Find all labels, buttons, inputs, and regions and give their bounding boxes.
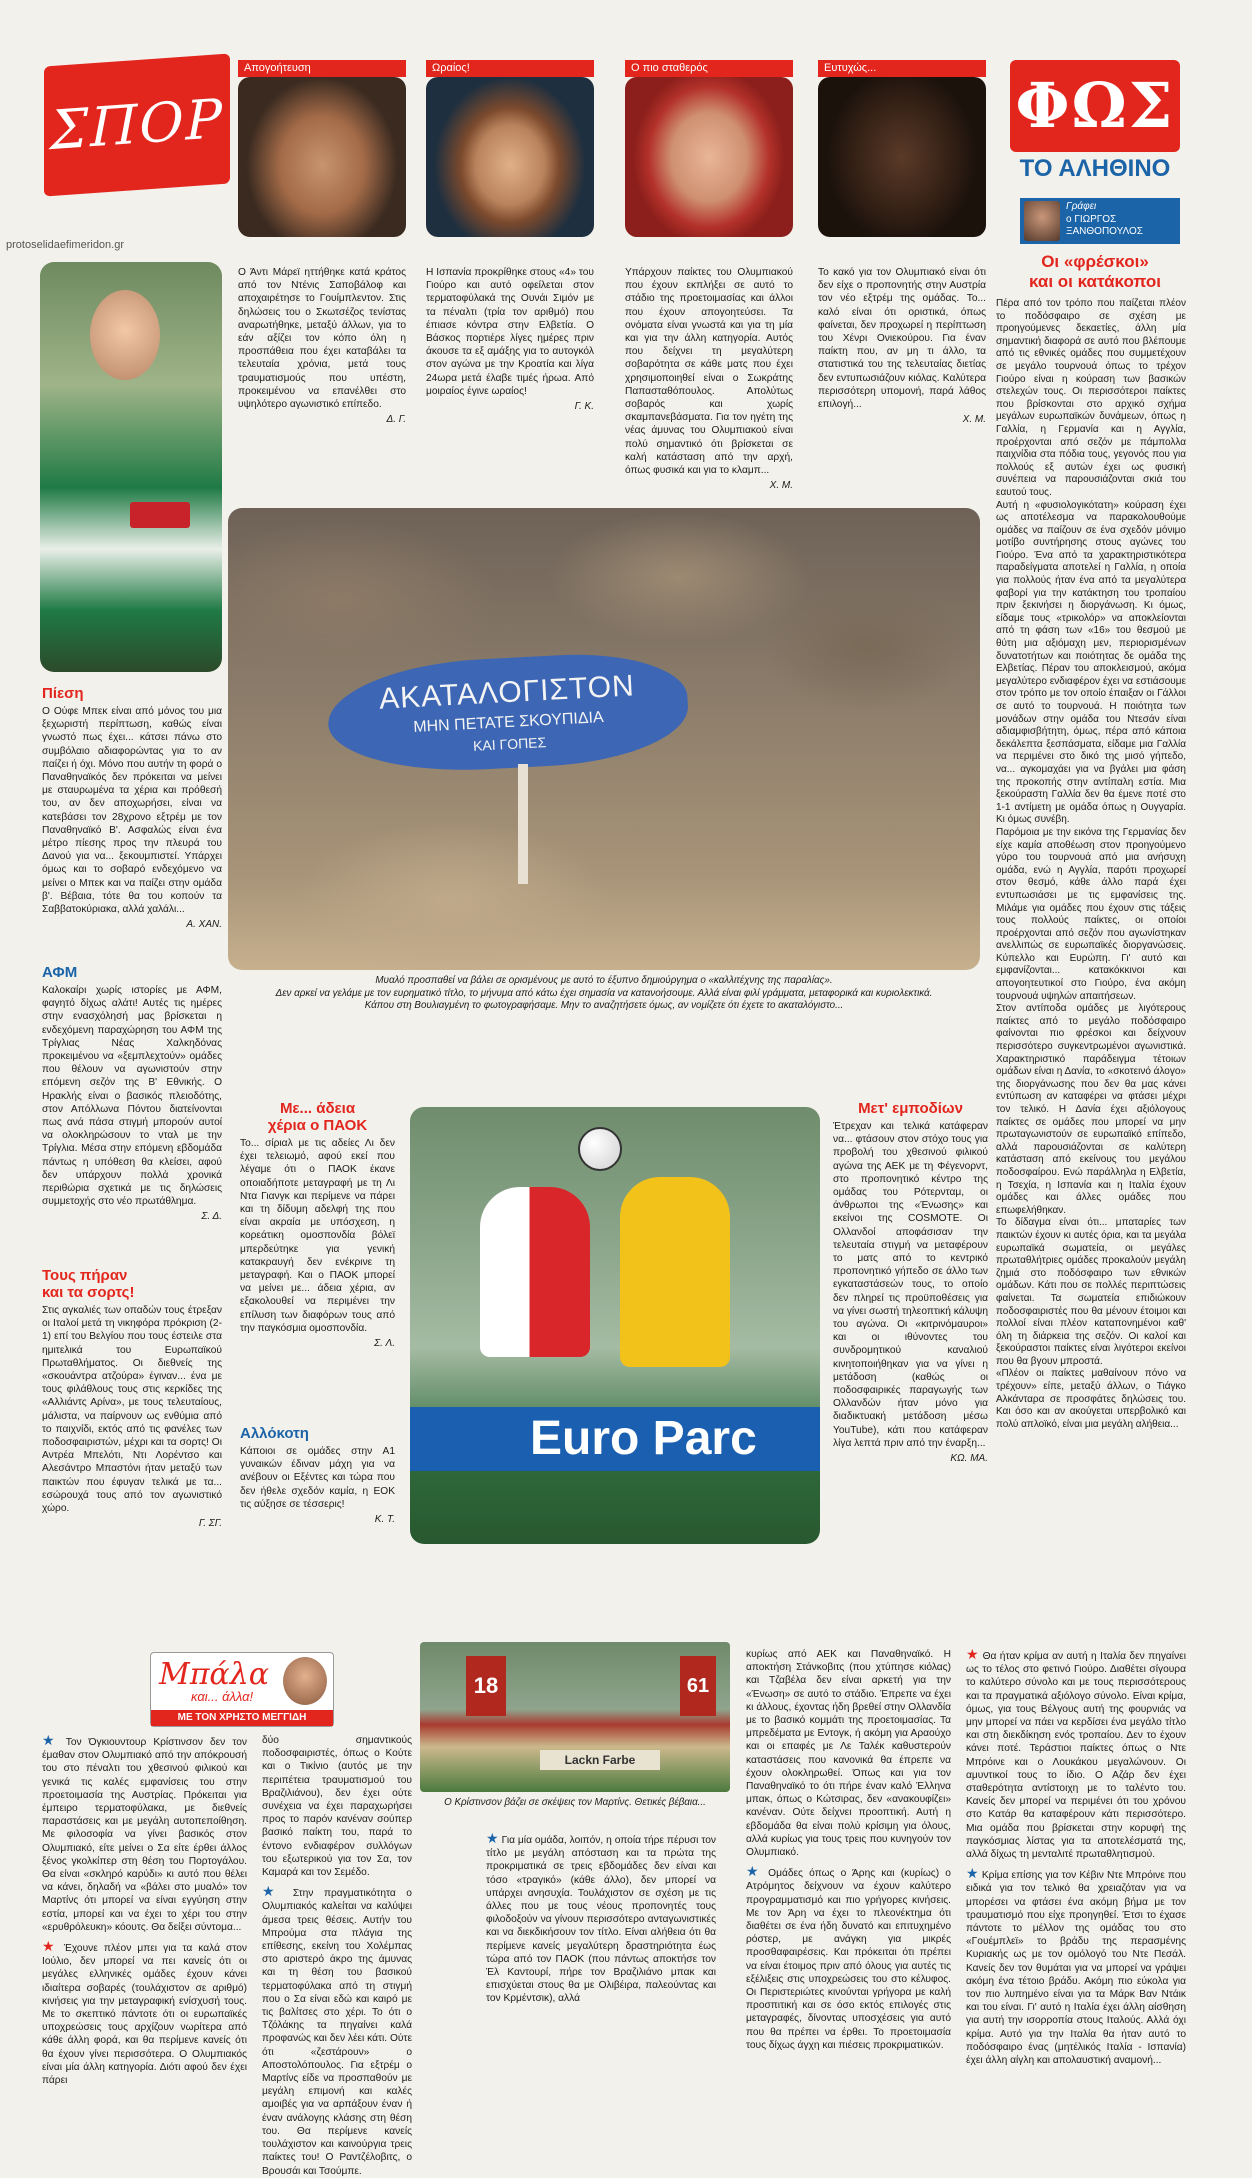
portrait-card-onyekuru: [818, 60, 986, 260]
ball-icon: [578, 1127, 622, 1171]
mpala-paragraph: [42, 1734, 247, 1934]
match-photo-aek-feyenoord: [410, 1107, 820, 1544]
penalty-photo-caption: Ο Κρίστινσον βάζει σε σκέψεις τον Μαρτίνς. Θετικές βέβαια...: [444, 1797, 706, 1808]
fos-headline: [1000, 252, 1190, 292]
section-title-line2: χέρια ο ΠΑΟΚ: [267, 1117, 368, 1134]
mpala-paragraph: [42, 1940, 247, 2087]
author-avatar: [283, 1657, 327, 1705]
column-onyekuru: [818, 266, 986, 425]
sign-post: [518, 764, 528, 884]
column-murray: [238, 266, 406, 425]
portrait-photo-papastathopoulos: [625, 77, 793, 237]
portrait-tag: Ευτυχώς...: [818, 60, 986, 77]
star-icon: ★: [486, 1830, 499, 1846]
player-jersey-1: 18: [466, 1656, 506, 1716]
mpala-paragraph: κυρίως από ΑΕΚ και Παναθηναϊκό. Η αποκτήση Στάνκοβιτς (που χτύπησε κιόλας) και Τζαβέλα δεν είναι αρκετή για την «Ένωση» σε αυτό το στάδιο. Έπρεπε να έχει κι άλλους, έχοντας ήδη βρεθεί στην Ολλανδία με το βασικό κομμάτι της προετοιμασίας. Τα μπρεδέματα με Εντογκ, ή ακόμη για Αραούχο και οι επαφές με Λε Ταλέκ καθυστερούν καταστάσεις που κανονικά θα έπρεπε να έχουν ολοκληρωθεί. Όπως και για τον Παναθηναϊκό το ότι πήρε έναν καλό Έλληνα μπακ, όπως ο Κώτσιρας, δεν «ανακουφίζει» κανέναν. Ούτε δείχνει προοπτική. Αυτή η εβδομάδα θα είναι πολύ κρίσιμη για όλους, αλλά κυρίως για τους τρεις που κυνηγούν τον Ολυμπιακό.: [746, 1649, 951, 1859]
section-signature: Γ. ΣΓ.: [198, 1518, 222, 1530]
fos-logo-box: [1010, 60, 1180, 152]
player-photo-beck: [40, 262, 222, 672]
penalty-photo: [420, 1642, 730, 1792]
mpala-paragraph: δύο σημαντικούς ποδοσφαιριστές, όπως ο Κούτε και ο Τικίνιο (αυτός με την περιπέτεια τραυματισμού του Βραζιλιάνου), δεν έχει ούτε συνέχεια να έχει παραχωρήσει προς το παρόν κανέναν σούπερ βασικό παίκτη του, παρά το έντονο ενδιαφέρον συλλόγων του εξωτερικού για τον Σα, τον Καμαρά και τον Σεμέδο.: [262, 1735, 412, 1879]
caption-line-3: Κάπου στη Βουλιαγμένη το φωτογραφήσαμε. Μην το αναζητήσετε όμως, αν νομίζετε ότι έχετε το ακαταλόγιστο...: [364, 1000, 844, 1011]
mpala-paragraph: [966, 1648, 1186, 1861]
portrait-tag: Ωραίος!: [426, 60, 594, 77]
paragraph-text: Ομάδες όπως ο Άρης και (κυρίως) ο Ατρόμητος δείχνουν να έχουν καλύτερο προγραμματισμό και πιο γρήγορες κινήσεις. Με τον Άρη να έχει το πλεονέκτημα ότι διαθέτει σε ένα ήδη δυνατό και επιτυχημένο ρόστερ, με ανάγκη για μικρές προσθαφαιρέσεις. Και πρόκειται ότι πρέπει να είναι έτοιμος πριν από όλους για αυτές τις εξέλιξεις στις υποχρεώσεις του στο κέλυφος. Οι Περιστεριώτες κινούνται γρήγορα με καλή προσπιτική και σε όσο εκτός επιλογές στις μεταγραφές, δίνοντας υποσχέσεις για αυτό που θα πρέπει να έρθει. Το προετοιμασία τους δίχως άγχη και πιέσεις προκριματικών.: [746, 1868, 951, 2051]
section-signature: Α. ΧΑΝ.: [186, 919, 222, 931]
star-icon: ★: [262, 1883, 283, 1900]
sign-line-1: ΑΚΑΤΑΛΟΓΙΣΤΟΝ: [378, 669, 636, 716]
paragraph-text: Στην πραγματικότητα ο Ολυμπιακός καλείται να καλύψει άμεσα τρεις θέσεις. Αυτήν του Μπρούμα στα πλάγια της επίθεσης, εκείνη του Χολέμπας στο αριστερό άκρο της άμυνας και τη θέση του βασικού τερματοφύλακα από τη στιγμή που ο Σα είναι εδώ και καιρό με τις βαλίτσες στο χέρι. Το ότι ο Τζόλάκης τα πηγαίνει καλά προφανώς και δεν λέει κάτι. Ούτε ότι «ζεστάρουν» ο Αποστολόπουλος. Για εξτρέμ ο Μαρτίνς είδε να προσπαθούν με μεγάλη επιμονή και καλές αμοιβές για να αρπάξουν έναν ή έναν ανάλογης κλάσης στη θέση του. Θα περίμενε κανείς τουλάχιστον και καινούργια τρεις παίκτες του! Ο Ραντζέλοβιτς, ο Βρουσάι και Τσούμπε.: [262, 1888, 413, 2177]
portrait-photo-onyekuru: [818, 77, 986, 237]
pitch-ad-banner: Lackn Farbe: [540, 1750, 660, 1770]
section-text: Ο Ούφε Μπεκ είναι από μόνος του μια ξεχωριστή περίπτωση, καθώς είναι γνωστό πως έχει... κάτσει πάνω στο συμβόλαιο αδιαφορώντας για το αν παίζει ή όχι. Μόνο που αυτήν τη φορά ο Παναθηναϊκός δεν πρόκειται να μείνει με σταυρωμένα τα χέρια και πρόθεσή του, αν δεν αποχωρήσει, είναι να κατεβάσει τον 28χρονο εξτρέμ με τον Παναθηναϊκό Β'. Ασφαλώς είναι ένα μέτρο πίεσης προς την πλευρά του Δανού για να... ξεκουμπιστεί. Υπάρχει όμως και το σοβαρό ενδεχόμενο να μείνει ο Μπεκ και να παίζει στην ομάδα β'. Βέβαια, τότε θα του κοπούν τα Σαββατοκύριακα, αλλά χαλάλι...: [42, 706, 222, 916]
sponsor-patch: [130, 502, 190, 528]
mpala-title: Μπάλα: [159, 1657, 269, 1692]
column-signature: Γ. Κ.: [574, 401, 594, 413]
portrait-photo-simon: [426, 77, 594, 237]
mpala-paragraph: [486, 1832, 716, 2006]
column-signature: Δ. Γ.: [386, 414, 406, 426]
mpala-header: [150, 1652, 334, 1727]
portrait-card-papastathopoulos: [625, 60, 793, 260]
column-signature: Χ. Μ.: [769, 480, 793, 492]
section-title: Αλλόκοτη: [240, 1425, 309, 1442]
section-text: Έτρεχαν και τελικά κατάφεραν να... φτάσουν στον στόχο τους για προβολή του χθεσινού φιλικού αγώνα της ΑΕΚ με τη Φέγενορντ, στο προπονητικό κέντρο της ομάδας του Ρότερνταμ, οι άνθρωποι της «Ένωσης» και εκείνοι της COSMOTE. Οι Ολλανδοί αποφάσισαν την τελευταία στιγμή να μεταφέρουν το ματς από το κεντρικό προπονητικό γήπεδο σε άλλο των εγκαταστάσεών τους, το οποίο δεν πληρεί τις προϋποθέσεις για να γίνει σωστή τηλεοπτική κάλυψη του αγώνα. Οι «κιτρινόμαυροι» και οι ιθύνοντες του συνδρομητικού καναλιού κινητοποιήθηκαν για να γίνει η μετάδοση (καθώς οι ποδοσφαιρικές παραγωγής των Ολλανδών ήταν μόνο για διαδικτυακή μετάδοση μέσω YouTube), κάτι που κατάφεραν λίγα λεπτά πριν από την έναρξη...: [833, 1121, 988, 1449]
byline-label: Γράφει: [1066, 201, 1097, 212]
mpala-column-3: [486, 1832, 716, 2006]
fos-byline: [1020, 198, 1180, 244]
section-signature: Σ. Δ.: [201, 1211, 222, 1223]
paragraph-text: Τον Όγκιουντουρ Κρίστινσον δεν τον έμαθαν στον Ολυμπιακό από την απόκρουσή του στο πέναλτι του χθεσινού φιλικού και γενικά τις καλές εμφανίσεις του στην προετοιμασία της Αυστρίας. Πρόκειται για έμπειρο τερματοφύλακα, με διεθνείς παραστάσεις και με μεγάλη αυτοπεποίθηση. Με φιλοσοφία να γίνει βασικός στον Ολυμπιακό, είτε μείνει ο Σα είτε έρθει άλλος ξένος γκολκίπερ στη θέση του Πορτογάλου. Θα είναι «σκληρό καρύδι» κι αυτό που θέλει να κάνει, δηλαδή να «βάλει στο μυαλό» τον Μαρτίνς ότι μπορεί να είναι εγγύηση στην εστία, μπορεί και να έχει το χέρι του στην «ερυθρόλευκη» κόουτς. Θα δείξει σύντομα...: [42, 1737, 247, 1933]
section-signature: ΚΩ. ΜΑ.: [950, 1453, 988, 1465]
section-title: ΑΦΜ: [42, 964, 78, 981]
column-papastathopoulos: [625, 266, 793, 491]
column-text: Ο Άντι Μάρεϊ ηττήθηκε κατά κράτος από τον Ντένις Σαποβάλοφ και αποχαιρέτησε το Γουίμπλεντον. Στις δηλώσεις του ο Σκωτσέζος τενίστας αναρωτήθηκε, μεταξύ άλλων, για το εάν αξίζει τον κόπο όλη η προσπάθεια που έχει καταβάλει τα τελευταία χρόνια, μετά τους τραυματισμούς που υπέστη, προκειμένου να επανέλθει στο υψηλότερο αγωνιστικό επίπεδο.: [238, 267, 406, 411]
portrait-tag: Ο πιο σταθερός: [625, 60, 793, 77]
site-watermark: protoselidaefimeridon.gr: [6, 239, 125, 251]
section-title: Μετ' εμποδίων: [858, 1100, 963, 1117]
section-title-line1: Με... άδεια: [279, 1100, 356, 1117]
section-met-empodion: [833, 1100, 988, 1464]
byline-name: ο ΓΙΩΡΓΟΣ ΞΑΝΘΟΠΟΥΛΟΣ: [1066, 214, 1143, 237]
column-text: Το κακό για τον Ολυμπιακό είναι ότι δεν είχε ο προπονητής στην Αυστρία τον νέο εξτρέμ της ομάδας. Το... καλό είναι ότι οριστικά, όπως φαίνεται, δεν προχωρεί η περίπτωση του Χένρι Ονιεκούρου. Για έναν παίκτη που, αν μη τι άλλο, τα στατιστικά του της τελευταίας διετίας δεν εντυπωσιάζουν κιόλας. Καλύτερα περισσότερη υπομονή, παρά λάθος επιλογή...: [818, 267, 986, 411]
author-avatar: [1024, 201, 1060, 241]
caption-line-2: Δεν αρκεί να γελάμε με τον ευρηματικό τίτλο, το μήνυμα από κάτω έχει σημασία να κατανοήσουμε. Αλλά είναι φιλί γράμματα, μεταφορικά και κυριολεκτικά.: [275, 987, 933, 999]
column-signature: Χ. Μ.: [962, 414, 986, 426]
paragraph-text: Θα ήταν κρίμα αν αυτή η Ιταλία δεν πηγαίνει ως το τέλος στο φετινό Γιούρο. Διαθέτει σίγουρα το καλύτερο σύνολο και με τους περισσότερους και τα πραγματικά αξιόλογο σύνολο. Είναι κρίμα, όμως, για τους Βέλγους αυτή της φουρνιάς να μην μπορεί να πάει να κερδίσει ένα μεγάλο τίτλο και στη διεκδίκηση ενός τροπαίου. Δεν το έχουν κάνει ποτέ. Τεράστιοι παίκτες όπως ο Ντε Μπρόινε και ο Λουκάκου μεγαλώνουν. Οι αμυντικοί τους το ίδιο. Ο Αζάρ δεν έχει σταθερότητα αντίστοιχη με το ταλέντο του. Κανείς δεν μπορεί να περιμένει ότι του χρόνου στο Κατάρ θα καταφέρουν κάτι περισσότερο. Μια ομάδα που βρίσκεται στην κορυφή της παγκόσμιας λίστας για τα αποτελέσματά της, αλλά δίχως τη μενταλιτέ πρωταθλητισμού.: [966, 1651, 1186, 1861]
sports-logo: [44, 53, 230, 196]
mpala-author: ΜΕ ΤΟΝ ΧΡΗΣΤΟ ΜΕΓΓΙΔΗ: [151, 1710, 333, 1726]
mpala-title-sub: και... άλλα!: [191, 1689, 254, 1704]
portrait-card-murray: [238, 60, 406, 260]
mpala-paragraph: [966, 1867, 1186, 2067]
player-head: [90, 290, 160, 380]
column-simon: [426, 266, 594, 412]
mpala-column-5: [966, 1648, 1186, 2110]
section-title: Πίεση: [42, 685, 84, 702]
section-signature: Σ. Λ.: [374, 1338, 395, 1350]
star-icon: ★: [746, 1863, 762, 1880]
section-title-line2: και τα σορτς!: [42, 1284, 135, 1301]
section-signature: Κ. Τ.: [374, 1514, 395, 1526]
caption-line-1: Μυαλό προσπαθεί να βάλει σε ορισμένους με αυτό το έξυπνο δημιούργημα ο «καλλιτέχνης της παραλίας».: [375, 975, 833, 986]
star-icon: ★: [966, 1646, 980, 1662]
paragraph-text: Κρίμα επίσης για τον Κέβιν Ντε Μπρόινε που ειδικά για τον τελικό θα χρειαζόταν για να μπορέσει να φτάσει ένα ακόμη βήμα με τον τραυματισμό που είχε προηγηθεί. Έτσι το έχασε πάντοτε το μέλλον της ομάδας του στο «Γουέμπλεϊ» το βράδυ της περασμένης Κυριακής ως με τον ομόλογό του Ντε Πεσάλ. Κανείς δεν τον θυμάται για να μπορεί να γράψει ακόμη ένα τέτοιο βράδυ. Ακόμη πιο εύκολα για τον πιο λυπημένο είναι για τα Μάρκ Βαν Ντάικ και του είναι. Γι' αυτό η Ιταλία έχει άλλη αίσθηση για αυτή την ισορροπία στους Ιταλούς. Αλλά όχι κρίμα. Αυτό για την Ιταλία θα ήταν αυτό το ποδόσφαιρο ένας (μητέλικός Ιταλία - Ισπανία) έχει άλλη αίγλη και απολαυστική αναμονή...: [966, 1870, 1186, 2067]
ad-banner: [410, 1407, 820, 1471]
column-text: Η Ισπανία προκρίθηκε στους «4» του Γιούρο και αυτό οφείλεται στον τερματοφύλακά της Ουνάι Σιμόν με τα πέναλτι (τρία τον αριθμό) που έπιασε κόντρα στην Ελβετία. Ο Βάσκος πορτιέρε λίγες ημέρες πριν άκουσε τα εξ αμάξης για το αυτογκόλ στον αγώνα με την Κροατία και λίγα 24ωρα μετά έλαβε τιμές ήρωα. Από μοιραίος έγινε ωραίος!: [426, 267, 594, 397]
star-icon: ★: [42, 1732, 59, 1748]
section-text: Καλοκαίρι χωρίς ιστορίες με ΑΦΜ, φαγητό δίχως αλάτι! Αυτές τις ημέρες στην ενασχόλησή μας βρίσκεται η ενδεχόμενη παραχώρηση του ΑΦΜ της Τρίγλιας Νέας Χαλκηδόνας προκειμένου να «ξεμπλεχτούν» ομάδες που θέλουν να αγωνιστούν στην επόμενη σεζόν της Β' Εθνικής. Ο Ηρακλής είναι ο βασικός πλειοδότης, στον Απόλλωνα Πόντου διατείνονται πως ανά πάσα στιγμή μπορούν αυτοί να ολοκληρώσουν το νταλ με την Τρίγλια. Μέσα στην επόμενη εβδομάδα πάντως η υπόθεση θα κλείσει, αφού δεν υπάρχουν πολλά χρονικά περιθώρια σχετικά με τις δηλώσεις συμμετοχής στο νέο πρωτάθλημα.: [42, 985, 222, 1208]
fos-body: Πέρα από τον τρόπο που παίζεται πλέον το ποδόσφαιρο σε σχέση με προηγούμενες δεκαετίες, άλλη μία σημαντική διαφορά σε αυτό που βλέπουμε από τις εθνικές ομάδες που συμμετέχουν σε μεγάλο τουρνουά όπως το τρέχον Γιούρο είναι η κούραση των βασικών στελεχών τους. Οι περισσότεροι παίκτες που βρίσκονται στο αρχικό σχήμα μεγάλων ευρωπαϊκών δυνάμεων, όπως η Γαλλία, η Γερμανία και η Αγγλία, προέρχονται από σεζόν με πάμπολλα παιχνίδια στα πόδια τους, γεγονός που για πολλούς εξ αυτών έχει ως φυσική συνέπεια να παρουσιάζονται σκιά του εαυτού τους. Αυτή η «φυσιολογικότατη» κούραση έχει ως αποτέλεσμα να παρακολουθούμε ομάδες να παίζουν σε ένα σχεδόν μόνιμο μοτίβο συντήρησης στους αγώνες του Γιούρο. Ένα από τα χαρακτηριστικότερα παραδείγματα αποτελεί η Γαλλία, η οποία για πολλούς ήταν ένα από τα μεγαλύτερα φαβορί για την κατάκτηση του τροπαίου πριν ξεκινήσει η διοργάνωση. Κι όμως, είδαμε τους «τρικολόρ» να αποκλείονται από τη φάση των «16» του θεσμού με θύτη μια αξιόμαχη μεν, περιορισμένων δυνατοτήτων και ποιότητας δε ομάδα της Ελβετίας. Πέραν του αποκλεισμού, ακόμα μεγαλύτερο ενδιαφέρον έχει να εστιάσουμε στον τρόπο με τον οποίο έπαιξαν οι Γάλλοι σε αυτό το τουρνουά. Η ποιότητα των μονάδων στην ομάδα του Ντεσάν είναι αδιαμφισβήτητη, όμως, πέρα από κάποια δεκάλεπτα ξεσπάσματα, είδαμε μια Γαλλία να περιμένει στο δικό της μισό γήπεδο, να... αγκομαχάει για να βγάλει μια φάση της προκοπής στην αντίπαλη εστία. Μια ξεκούραστη Γαλλία δεν θα έμενε ποτέ στο 1-1 αντίμετη με ομάδα όπως η Ουγγαρία. Κι όμως συνέβη. Παρόμοια με την εικόνα της Γερμανίας δεν είχε καμία αποθέωση στον προηγούμενο γύρο του τουρνουά από μια ανήσυχη ομάδα, ενώ η Αγγλία, παρότι προχωρεί στον θεσμό, κάθε άλλο παρά έχει εντυπωσιάσει με τις εμφανίσεις της. Μιλάμε για ομάδες που έχουν στις τάξεις τους πολλούς παίκτες, οι οποίοι προέρχονται από σεζόν που αγωνίστηκαν ανελλιπώς σε ευρωπαϊκές διοργανώσεις. Κύπελλο και Ευρώπη. Γι' αυτό και εμφανίζονται... κατακόκκινοι και απογοητευτικοί στο Γιούρο, ένα ακόμη τουρνουά υψηλών απαιτήσεων. Στον αντίποδα ομάδες με λιγότερους παίκτες από το μεγάλο ποδόσφαιρο φαίνονται πιο φρέσκοι και δείχνουν περισσότερο συγκεντρωμένοι αγωνιστικά. Χαρακτηριστικό παράδειγμα τέτοιων ομάδων είναι η Δανία, το «σκοτεινό άλογο» της διοργάνωσης που δεν θα μας κάνει εντύπωση αν καταφέρει να φτάσει μέχρι τον τελικό. Η Δανία έχει αξιόλογους παίκτες σε ομάδες που μπορεί να μην πρωταγωνιστούν σε ευρωπαϊκό επίπεδο, αλλά παρουσιάζονται σε καλύτερη κατάσταση από εκείνους του μεγάλου ποδοσφαίρου. Ενώ παράλληλα η Ελβετία, η Τσεχία, η Ισπανία και η Ιταλία έχουν ομάδες και άλλες ομάδες που επωφελήθηκαν. Το δίδαγμα είναι ότι... μπαταρίες των παικτών έχουν κι αυτές όρια, και τα μεγάλα ευρωπαϊκά σωματεία, οι μεγάλες πρωταθλήτριες ομάδες προκαλούν μεγάλη ζημιά στο ποδόσφαιρο των εθνικών ομάδων. Κάτι που σε πολλές περιπτώσεις φαίνεται. Τα σωματεία επιδιώκουν ποδοσφαιριστές που θα μένουν έτοιμοι και πολλοί είναι πλέον καταπονημένοι καθ' όλη τη διάρκεια της σεζόν. Οι καλοί και ξεκούραστοι παίκτες είναι λιγότεροι εκείνοι που θα βγουν μπροστά. «Πλέον οι παίκτες μαθαίνουν πόνο να τρέχουν» είπε, μεταξύ άλλων, ο Τιάγκο Αλκάνταρα σε προσφάτες δηλώσεις του. Και όσο και αν ακούγεται υπερβολικό και πολύ απλοϊκό, είναι μια μεγάλη αλήθεια...: [996, 298, 1186, 1430]
mpala-column-4: [746, 1648, 951, 2052]
section-pies: [42, 685, 222, 930]
portrait-tag: Απογοήτευση: [238, 60, 406, 77]
portrait-card-simon: [426, 60, 594, 260]
section-title-line1: Τους πήραν: [42, 1267, 128, 1284]
paragraph-text: Έχουνε πλέον μπει για τα καλά στον Ιούλιο, δεν μπορεί να πει κανείς ότι οι μεγάλες ελληνικές ομάδες έχουν κάνει ιδιαίτερα σοβαρές (τουλάχιστον σε αριθμό) κινήσεις για την μεταγραφική ενίσχυσή τους. Με το σκεπτικό πάντοτε ότι οι ευρωπαϊκές υποχρεώσεις τους αρχίζουν νωρίτερα από κάθε άλλη φορά, και θα περίμενε κανείς ότι θα έχουν γίνει περισσότερα. Ο Ολυμπιακός είναι μία άλλη κατηγορία. Διότι αφού δεν έχει πάρει: [42, 1943, 247, 2087]
section-afm: [42, 964, 222, 1222]
sports-logo-text: ΣΠΟΡ: [50, 86, 224, 163]
fos-headline-line1: Οι «φρέσκοι»: [1041, 252, 1149, 271]
section-text: Στις αγκαλιές των οπαδών τους έτρεξαν οι Ιταλοί μετά τη νικηφόρα πρόκριση (2-1) επί του Βελγίου που τους έστειλε στα ημιτελικά του Ευρωπαϊκού Πρωταθλήματος. Οι διεθνείς της «σκουάντρα ατζούρα» έγιναν... ένα με τους φιλάθλους τους στις κερκίδες της «Αλλιάντς Αρίνα», με τους τελευταίους, μάλιστα, να παίρνουν ως ενθύμια από το παιχνίδι, εκτός από τις φανέλες των ποδοσφαιριστών, μέχρι και τα σορτς! Οι Αντρέα Μπελότι, Ντι Λορέντσο και Αλεσάντρο Μπαστόνι ήταν μεταξύ των παικτών που έφυγαν τελικά με τα... εσώρουχά τους από τον αγωνιστικό χώρο.: [42, 1305, 222, 1515]
fos-logo: ΦΩΣ: [1015, 69, 1175, 142]
player-yellow: [620, 1177, 730, 1367]
column-text: Υπάρχουν παίκτες του Ολυμπιακού που έχουν εκπλήξει σε αυτό το στάδιο της προετοιμασίας και άλλοι που έχουν απογοητεύσει. Τα ονόματα είναι γνωστά και για τη μία και για την άλλη κατηγορία. Αυτός που δείχνει τη μεγαλύτερη σοβαρότητα σε κάθε ματς που έχει χρησιμοποιηθεί είναι ο Σωκράτης Παπασταθόπουλος. Απολύτως σοβαρός και χωρίς σκαμπανεβάσματα. Για τον ηγέτη της νέας άμυνας του Ολυμπιακού είναι πολύ σημαντικό ότι βρίσκεται σε καλή κατάσταση από την αρχή, όπως φυσικά και για το κλαμπ...: [625, 267, 793, 477]
sign-board: [325, 649, 690, 778]
star-icon: ★: [42, 1938, 58, 1955]
mpala-column-2: [262, 1734, 412, 2178]
fos-headline-line2: και οι κατάκοποι: [1028, 272, 1162, 291]
player-jersey-2: 61: [680, 1656, 716, 1716]
mpala-column-1: [42, 1734, 247, 2087]
fos-subtitle: ΤΟ ΑΛΗΘΙΝΟ: [1019, 155, 1171, 182]
section-text: Το... σίριαλ με τις αδείες Λι δεν έχει τελειωμό, αφού εκεί που λέγαμε ότι ο ΠΑΟΚ έκανε οποιαδήποτε μεταγραφή με τη Λι Ντα Γιανγκ και περίμενε να πάρει και τη δίδυμη αδελφή της που είναι ακραία με υπόσχεση, η κορεάτικη ομοσπονδία βόλεϊ μπερδεύτηκε για γενική κατακραυγή δεν ενέκρινε τη μεταγραφή. Και ο ΠΑΟΚ μπορεί να μείνει με... άδεια χέρια, αν εξακολουθεί να περιμένει την επίλυση των διαφόρων τους από την παγκόσμια ομοσπονδία.: [240, 1138, 395, 1334]
section-allokoti: [240, 1425, 395, 1525]
sign-line-3: ΚΑΙ ΓΟΠΕΣ: [472, 734, 547, 754]
section-sorts: [42, 1267, 222, 1529]
mpala-paragraph: [262, 1885, 412, 2177]
mpala-paragraph: [746, 1865, 951, 2052]
section-paok: [240, 1100, 395, 1349]
player-red-white: [480, 1187, 590, 1357]
beach-photo-caption: [228, 975, 980, 1013]
beach-sign-photo: [228, 508, 980, 970]
sign-line-2: ΜΗΝ ΠΕΤΑΤΕ ΣΚΟΥΠΙΔΙΑ: [412, 709, 605, 736]
portrait-photo-murray: [238, 77, 406, 237]
ad-banner-text: Euro Parc: [530, 1412, 757, 1465]
paragraph-text: Για μία ομάδα, λοιπόν, η οποία τήρε πέρυσι τον τίτλο με μεγάλη απόσταση και τα πρώτα της προκριματικά σε τρεις εβδομάδες δεν είναι και τόσο «τραγικό» (κάθε άλλο), δεν μπορεί να υπάρχει ανησυχία. Τουλάχιστον σε σχέση με τις άλλες που με τους νέους προπονητές τους φιλοδοξούν να γίνουν περισσότερο ανταγωνιστικές και να διεκδικήσουν τον τίτλο. Είναι αλήθεια ότι θα περίμενε κανείς μεγαλύτερη δραστηριότητα έως τώρα από τον ΠΑΟΚ (που πάντως αποκτήσε τον Έλ Καντουρί, πήρε τον Βραζιλιάνο μπακ και επισχύεται στους θα με Ολιβέιρα, παλεούντας και τον Κρμέντσικ), αλλά: [486, 1835, 716, 2005]
star-icon: ★: [966, 1865, 979, 1882]
section-text: Κάποιοι σε ομάδες στην Α1 γυναικών έδιναν μάχη για να ανέβουν οι Εξέντες και τώρα που δεν ήθελε σχεδόν καμία, η ΕΟΚ τις αύξησε σε τέσσερις!: [240, 1446, 395, 1510]
